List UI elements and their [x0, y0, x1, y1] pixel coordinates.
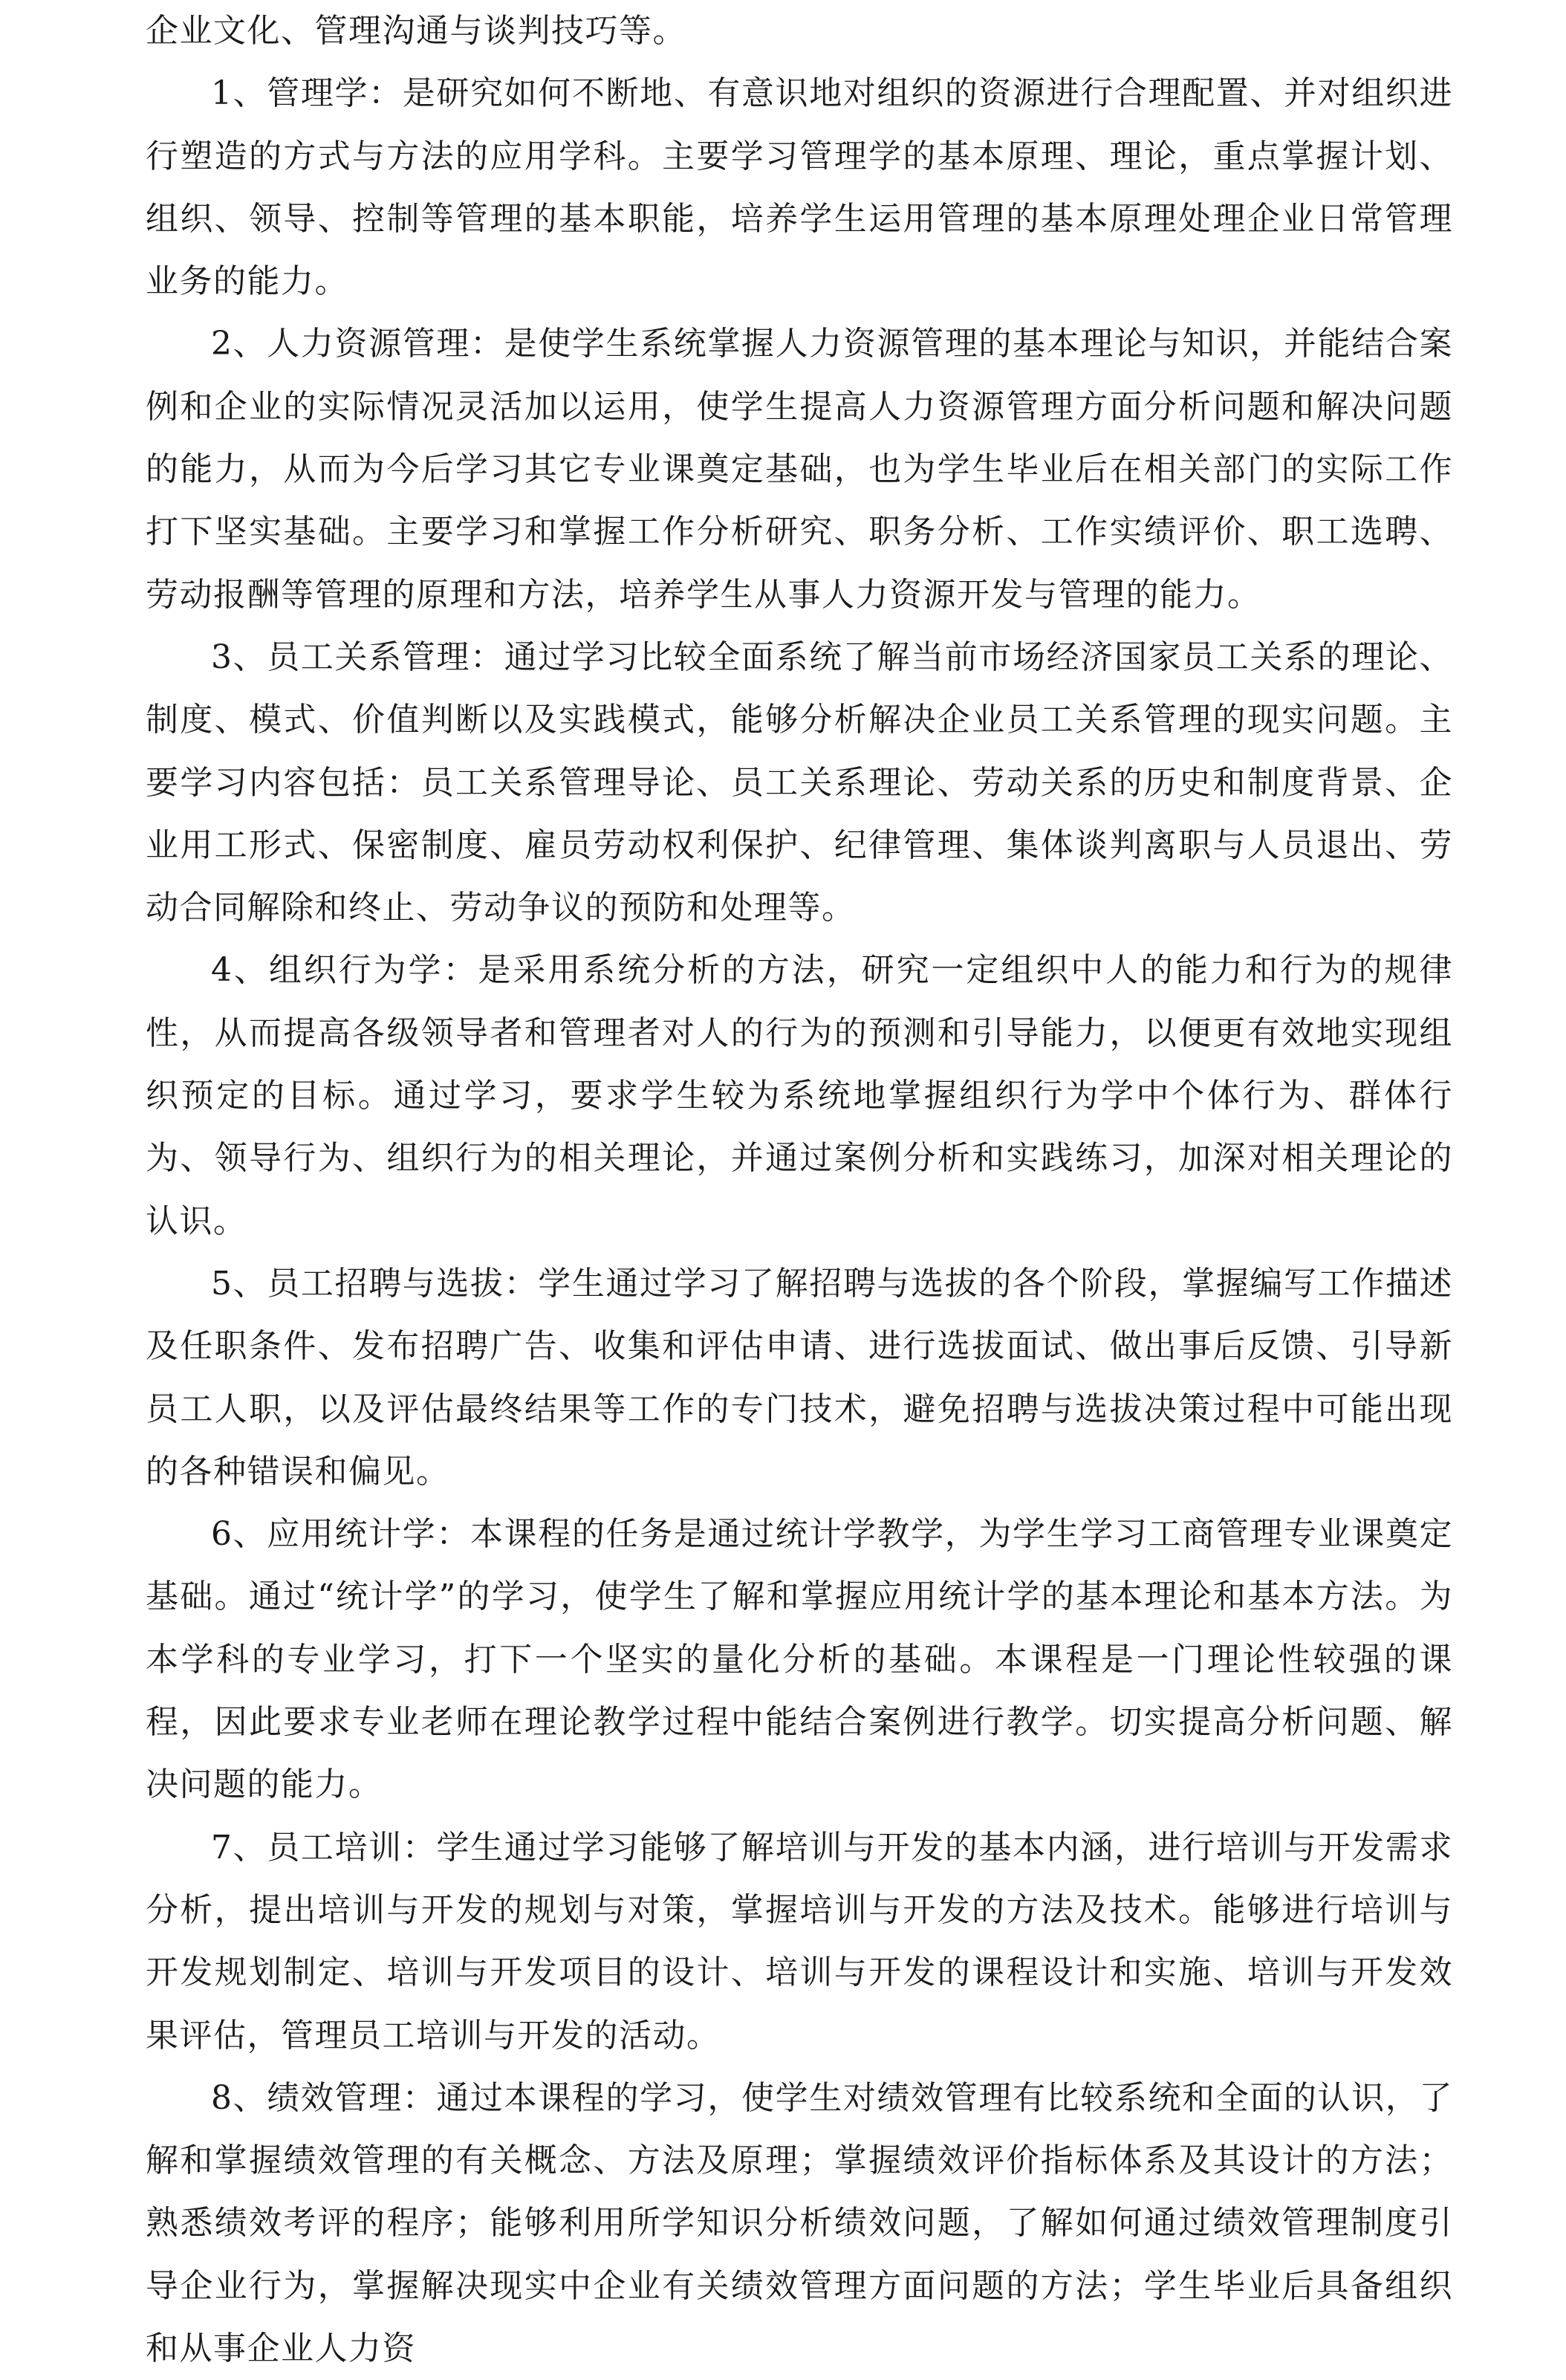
- paragraph-statistics: 6、应用统计学：本课程的任务是通过统计学教学，为学生学习工商管理专业课奠定基础。通过“统计学”的学习，使学生了解和掌握应用统计学的基本理论和基本方法。为本学科的专业学习，打下一个坚实的量化分析的基础。本课程是一门理论性较强的课程，因此要求专业老师在理论教学过程中能结合案例进行教学。切实提高分析问题、解决问题的能力。: [146, 1515, 1453, 1804]
- paragraph-organizational-behavior: 4、组织行为学：是采用系统分析的方法，研究一定组织中人的能力和行为的规律性，从而提高各级领导者和管理者对人的行为的预测和引导能力，以便更有效地实现组织预定的目标。通过学习，要求学生较为系统地掌握组织行为学中个体行为、群体行为、领导行为、组织行为的相关理论，并通过案例分析和实践练习，加深对相关理论的认识。: [146, 951, 1453, 1240]
- paragraph-management: 1、管理学：是研究如何不断地、有意识地对组织的资源进行合理配置、并对组织进行塑造的方式与方法的应用学科。主要学习管理学的基本原理、理论，重点掌握计划、组织、领导、控制等管理的基本职能，培养学生运用管理的基本原理处理企业日常管理业务的能力。: [146, 74, 1453, 301]
- paragraph-performance: 8、绩效管理：通过本课程的学习，使学生对绩效管理有比较系统和全面的认识，了解和掌握绩效管理的有关概念、方法及原理；掌握绩效评价指标体系及其设计的方法；熟悉绩效考评的程序；能够利用所学知识分析绩效问题，了解如何通过绩效管理制度引导企业行为，掌握解决现实中企业有关绩效管理方面问题的方法；学生毕业后具备组织和从事企业人力资: [146, 2078, 1453, 2367]
- paragraph-employee-relations: 3、员工关系管理：通过学习比较全面系统了解当前市场经济国家员工关系的理论、制度、模式、价值判断以及实践模式，能够分析解决企业员工关系管理的现实问题。主要学习内容包括：员工关系管理导论、员工关系理论、劳动关系的历史和制度背景、企业用工形式、保密制度、雇员劳动权利保护、纪律管理、集体谈判离职与人员退出、劳动合同解除和终止、劳动争议的预防和处理等。: [146, 638, 1453, 927]
- paragraph-intro-continuation: 企业文化、管理沟通与谈判技巧等。: [146, 12, 686, 50]
- paragraph-recruitment: 5、员工招聘与选拔：学生通过学习了解招聘与选拔的各个阶段，掌握编写工作描述及任职条件、发布招聘广告、收集和评估申请、进行选拔面试、做出事后反馈、引导新员工人职，以及评估最终结果等工作的专门技术，避免招聘与选拔决策过程中可能出现的各种错误和偏见。: [146, 1264, 1453, 1491]
- paragraph-training: 7、员工培训：学生通过学习能够了解培训与开发的基本内涵，进行培训与开发需求分析，提出培训与开发的规划与对策，掌握培训与开发的方法及技术。能够进行培训与开发规划制定、培训与开发项目的设计、培训与开发的课程设计和实施、培训与开发效果评估，管理员工培训与开发的活动。: [146, 1828, 1453, 2055]
- paragraph-human-resources: 2、人力资源管理：是使学生系统掌握人力资源管理的基本理论与知识，并能结合案例和企业的实际情况灵活加以运用，使学生提高人力资源管理方面分析问题和解决问题的能力，从而为今后学习其它专业课奠定基础，也为学生毕业后在相关部门的实际工作打下坚实基础。主要学习和掌握工作分析研究、职务分析、工作实绩评价、职工选聘、劳动报酬等管理的原理和方法，培养学生从事人力资源开发与管理的能力。: [146, 325, 1453, 614]
- body-text: [146, 0, 1453, 2380]
